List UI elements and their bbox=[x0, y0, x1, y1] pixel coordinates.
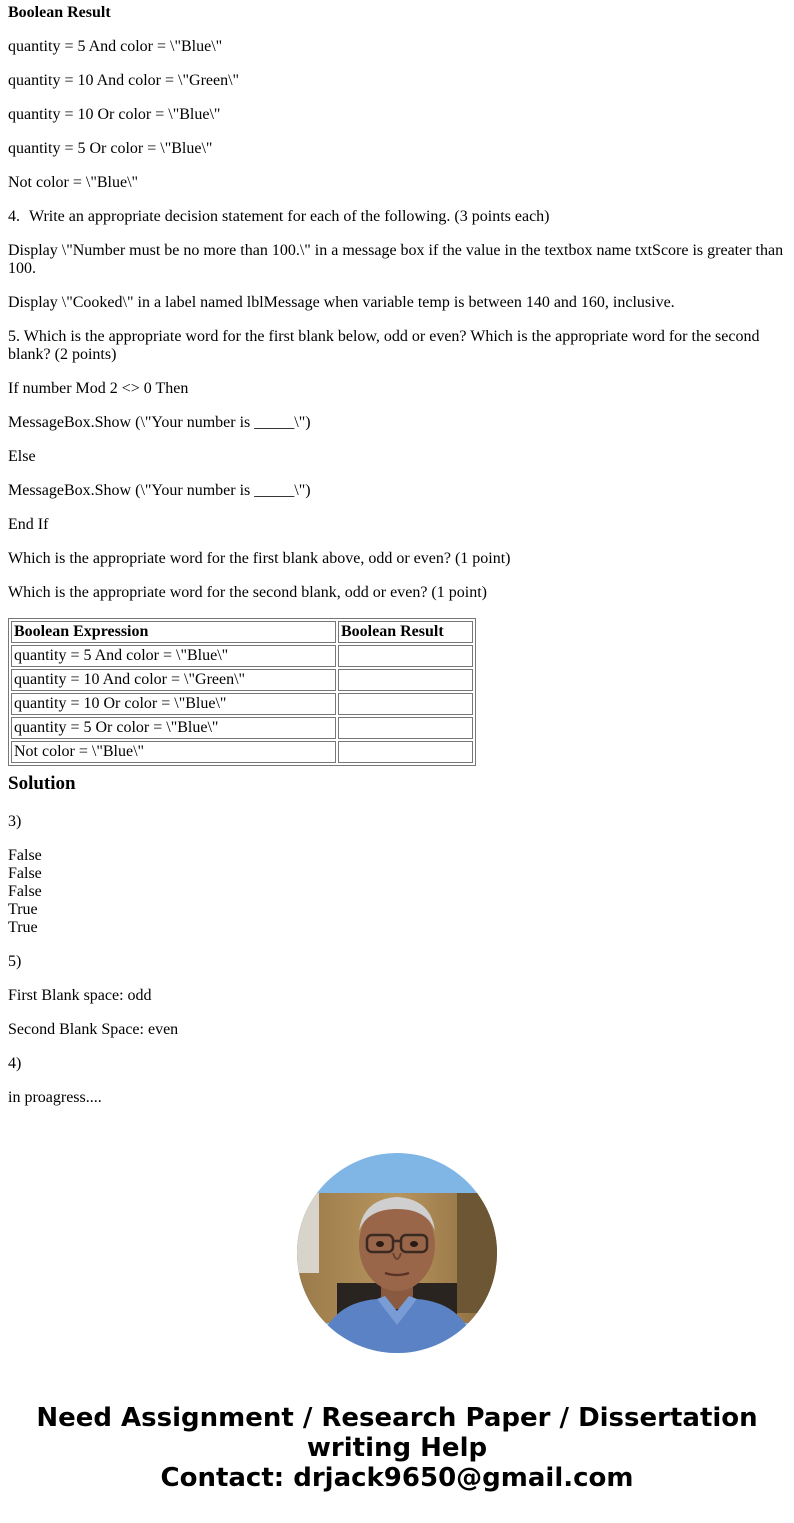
list-item: quantity = 10 Or color = \"Blue\" bbox=[8, 106, 221, 123]
question-4-part-a: Display \"Number must be no more than 100.\" in a message box if the value in the textbox name txtScore is greater than 100. bbox=[8, 242, 784, 277]
solution-value: True bbox=[8, 919, 38, 936]
table-cell bbox=[338, 669, 473, 691]
footer-banner bbox=[0, 1403, 794, 1493]
avatar bbox=[297, 1153, 497, 1353]
solution-5-label: 5) bbox=[8, 953, 22, 970]
list-header: Boolean Result bbox=[8, 4, 111, 21]
solution-4-label: 4) bbox=[8, 1055, 22, 1072]
table-cell: quantity = 10 And color = \"Green\" bbox=[11, 669, 336, 691]
question-5-first-blank: Which is the appropriate word for the first blank above, odd or even? (1 point) bbox=[8, 550, 511, 567]
solution-3-label: 3) bbox=[8, 813, 22, 830]
table-cell bbox=[338, 693, 473, 715]
solution-value: True bbox=[8, 901, 38, 918]
solution-value: False bbox=[8, 883, 42, 900]
code-line: End If bbox=[8, 516, 49, 533]
footer-line: Need Assignment / Research Paper / Dissertation bbox=[36, 1403, 758, 1433]
solution-5-second: Second Blank Space: even bbox=[8, 1021, 179, 1038]
table-row bbox=[11, 717, 473, 739]
table-cell: quantity = 5 And color = \"Blue\" bbox=[11, 645, 336, 667]
question-5-second-blank: Which is the appropriate word for the second blank, odd or even? (1 point) bbox=[8, 584, 487, 601]
table-cell bbox=[338, 645, 473, 667]
table-header-cell: Boolean Expression bbox=[11, 621, 336, 643]
code-line: MessageBox.Show (\"Your number is _____\") bbox=[8, 414, 311, 431]
table-row bbox=[11, 669, 473, 691]
question-4-number: 4. bbox=[8, 208, 20, 225]
footer-line: writing Help bbox=[306, 1433, 488, 1463]
solution-5-first: First Blank space: odd bbox=[8, 987, 152, 1004]
table-row bbox=[11, 693, 473, 715]
list-item: quantity = 5 Or color = \"Blue\" bbox=[8, 140, 213, 157]
code-line: If number Mod 2 <> 0 Then bbox=[8, 380, 189, 397]
avatar-portrait bbox=[297, 1153, 497, 1353]
question-5-text: 5. Which is the appropriate word for the first blank below, odd or even? Which is the appropriate word for the second blank? (2 points) bbox=[8, 328, 760, 363]
table-cell: quantity = 10 Or color = \"Blue\" bbox=[11, 693, 336, 715]
code-line: MessageBox.Show (\"Your number is _____\") bbox=[8, 482, 311, 499]
question-4 bbox=[8, 208, 550, 226]
solution-4-text: in proagress.... bbox=[8, 1089, 102, 1106]
list-item: Not color = \"Blue\" bbox=[8, 174, 139, 191]
footer-contact: Contact: drjack9650@gmail.com bbox=[160, 1463, 634, 1493]
question-4-part-b: Display \"Cooked\" in a label named lblMessage when variable temp is between 140 and 160, inclusive. bbox=[8, 294, 675, 311]
table-cell: Not color = \"Blue\" bbox=[11, 741, 336, 763]
question-4-text: Write an appropriate decision statement for each of the following. (3 points each) bbox=[29, 208, 550, 225]
table-row bbox=[11, 645, 473, 667]
solution-value: False bbox=[8, 847, 42, 864]
code-line: Else bbox=[8, 448, 36, 465]
solution-heading: Solution bbox=[8, 773, 76, 794]
table-header-row bbox=[11, 621, 473, 643]
table-cell: quantity = 5 Or color = \"Blue\" bbox=[11, 717, 336, 739]
list-item: quantity = 10 And color = \"Green\" bbox=[8, 72, 240, 89]
table-cell bbox=[338, 717, 473, 739]
table-row bbox=[11, 741, 473, 763]
table-cell bbox=[338, 741, 473, 763]
solution-3-values bbox=[8, 847, 42, 937]
boolean-table bbox=[8, 618, 476, 766]
solution-value: False bbox=[8, 865, 42, 882]
list-item: quantity = 5 And color = \"Blue\" bbox=[8, 38, 223, 55]
table-header-cell: Boolean Result bbox=[338, 621, 473, 643]
